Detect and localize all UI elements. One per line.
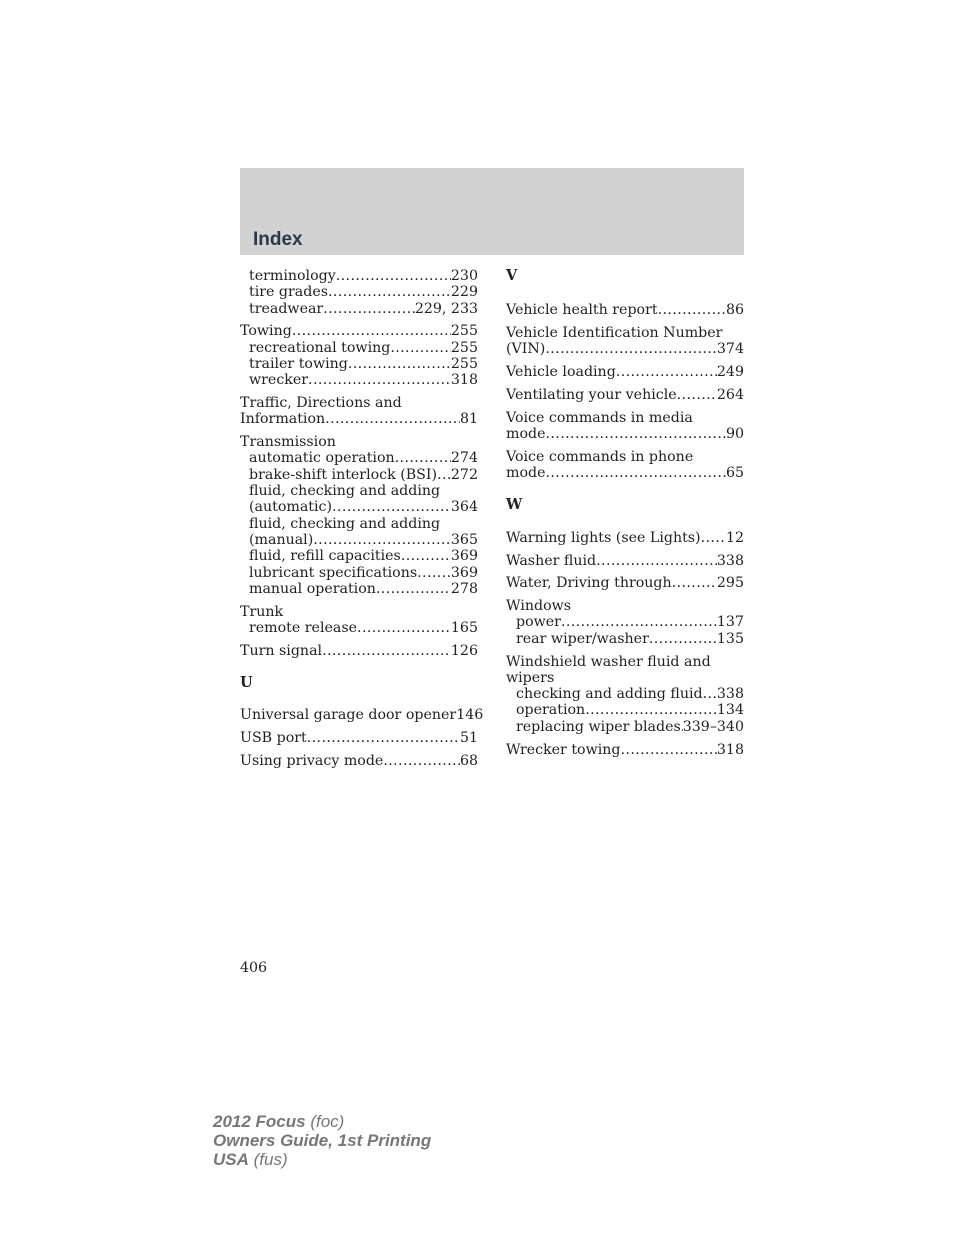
index-entry <box>506 702 744 718</box>
entry-page: 135 <box>716 630 744 647</box>
entry-text: checking and adding fluid <box>516 686 703 703</box>
index-entry <box>506 364 744 380</box>
index-entry <box>506 614 744 630</box>
entry-page: 374 <box>716 341 744 358</box>
entry-text: Turn signal <box>240 642 323 659</box>
entry-page: 338 <box>716 686 744 703</box>
section-letter: V <box>506 267 518 284</box>
entry-page: 274 <box>450 450 478 467</box>
entry-heading: fluid, checking and adding <box>249 515 441 532</box>
index-entry <box>240 284 478 300</box>
index-entry <box>240 340 478 356</box>
entry-text: recreational towing <box>249 339 391 356</box>
entry-text: fluid, refill capacities <box>249 548 401 565</box>
entry-page: 365 <box>450 531 478 548</box>
entry-page: 229 <box>450 284 478 301</box>
entry-page: 318 <box>716 741 744 758</box>
entry-heading: Windows <box>506 598 572 615</box>
entry-page: 229, 233 <box>414 300 478 317</box>
entry-page: 126 <box>450 642 478 659</box>
entry-heading: Vehicle Identification Number <box>506 325 723 342</box>
index-entry <box>240 565 478 581</box>
entry-text: mode <box>506 465 546 482</box>
entry-page: 295 <box>716 575 744 592</box>
entry-text: automatic operation <box>249 450 395 467</box>
index-entry <box>240 730 478 746</box>
index-entry <box>240 620 478 636</box>
entry-text: (VIN) <box>506 341 546 358</box>
entry-text: replacing wiper blades <box>516 718 681 735</box>
entry-page: 165 <box>450 619 478 636</box>
entry-text: Vehicle health report <box>506 302 658 319</box>
index-entry <box>506 302 744 318</box>
index-entry <box>240 707 484 724</box>
index-entry <box>240 532 478 548</box>
entry-text: manual operation <box>249 580 376 597</box>
entry-page: 146 <box>456 707 484 724</box>
entry-text: brake-shift interlock (BSI) <box>249 466 438 483</box>
entry-text: wrecker <box>249 372 309 389</box>
index-entry <box>240 643 478 659</box>
entry-text: Universal garage door opener <box>240 707 457 724</box>
index-entry <box>506 575 744 591</box>
index-entry <box>240 548 478 564</box>
entry-page: 339–340 <box>682 718 744 735</box>
index-entry <box>506 631 744 647</box>
entry-text: USB port <box>240 730 307 747</box>
entry-text: remote release <box>249 619 358 636</box>
entry-text: (manual) <box>249 531 314 548</box>
entry-page: 86 <box>725 302 744 319</box>
section-letter: W <box>506 496 523 514</box>
entry-text: terminology <box>249 268 336 284</box>
footer-model-code: (foc) <box>310 1112 345 1131</box>
entry-text: Warning lights (see Lights) <box>506 529 701 546</box>
index-entry <box>506 553 744 569</box>
header-band <box>240 168 744 255</box>
entry-text: treadwear <box>249 300 324 317</box>
entry-page: 249 <box>716 364 744 381</box>
entry-text: tire grades <box>249 284 329 301</box>
footer <box>213 1112 431 1169</box>
entry-page: 68 <box>459 752 478 769</box>
index-column-right <box>506 268 744 758</box>
entry-text: (automatic) <box>249 499 333 516</box>
entry-text: Water, Driving through <box>506 575 672 592</box>
footer-model: 2012 Focus <box>213 1112 306 1131</box>
index-entry <box>240 450 478 466</box>
index-entry <box>240 301 478 317</box>
entry-text: mode <box>506 426 546 443</box>
index-entry <box>240 581 478 597</box>
index-entry <box>506 686 744 702</box>
entry-text: trailer towing <box>249 355 348 372</box>
index-entry <box>506 465 744 481</box>
index-entry <box>240 499 478 515</box>
entry-page: 318 <box>450 372 478 389</box>
index-entry <box>240 467 478 483</box>
entry-text: Washer fluid <box>506 552 597 569</box>
entry-page: 338 <box>716 552 744 569</box>
entry-heading: Voice commands in media <box>506 409 693 426</box>
section-letter: U <box>240 674 253 692</box>
entry-page: 264 <box>716 386 744 403</box>
index-entry <box>240 753 478 769</box>
entry-page: 364 <box>450 499 478 516</box>
entry-heading: Windshield washer fluid and <box>506 653 711 670</box>
index-entry <box>240 268 478 284</box>
entry-text: Wrecker towing <box>506 741 621 758</box>
entry-text: Vehicle loading <box>506 364 616 381</box>
index-entry <box>240 323 478 339</box>
entry-page: 12 <box>725 529 744 546</box>
index-entry <box>240 372 478 388</box>
entry-heading: Transmission <box>240 434 336 451</box>
index-entry <box>506 530 744 546</box>
entry-text: Information <box>240 411 326 428</box>
entry-text: lubricant specifications <box>249 564 418 581</box>
entry-page: 278 <box>450 580 478 597</box>
entry-page: 255 <box>450 355 478 372</box>
index-entry <box>506 742 744 758</box>
entry-page: 230 <box>450 268 478 284</box>
footer-guide: Owners Guide, 1st Printing <box>213 1131 432 1150</box>
entry-page: 272 <box>450 466 478 483</box>
entry-page: 65 <box>725 465 744 482</box>
footer-market: USA <box>213 1150 249 1169</box>
entry-text: Ventilating your vehicle <box>506 386 677 403</box>
entry-text: power <box>516 614 561 631</box>
entry-page: 81 <box>459 411 478 428</box>
entry-text: Towing <box>240 323 292 340</box>
index-entry <box>506 387 744 403</box>
index-entry <box>240 411 478 427</box>
entry-page: 134 <box>716 702 744 719</box>
entry-text: Using privacy mode <box>240 752 384 769</box>
index-entry <box>506 426 744 442</box>
index-entry <box>506 719 744 735</box>
entry-heading: Voice commands in phone <box>506 448 694 465</box>
entry-heading: wipers <box>506 669 555 686</box>
entry-text: rear wiper/washer <box>516 630 649 647</box>
entry-text: operation <box>516 702 586 719</box>
entry-heading: fluid, checking and adding <box>249 483 441 500</box>
page-number: 406 <box>240 960 268 976</box>
entry-heading: Trunk <box>240 603 284 620</box>
entry-page: 369 <box>450 564 478 581</box>
index-entry <box>240 356 478 372</box>
entry-page: 255 <box>450 339 478 356</box>
entry-heading: Traffic, Directions and <box>240 395 402 412</box>
footer-market-code: (fus) <box>253 1150 288 1169</box>
entry-page: 90 <box>725 426 744 443</box>
entry-page: 255 <box>450 323 478 340</box>
index-entry <box>506 341 744 357</box>
entry-page: 51 <box>459 730 478 747</box>
index-column-left <box>240 268 484 769</box>
entry-page: 369 <box>450 548 478 565</box>
entry-page: 137 <box>716 614 744 631</box>
page-title: Index <box>253 229 303 250</box>
